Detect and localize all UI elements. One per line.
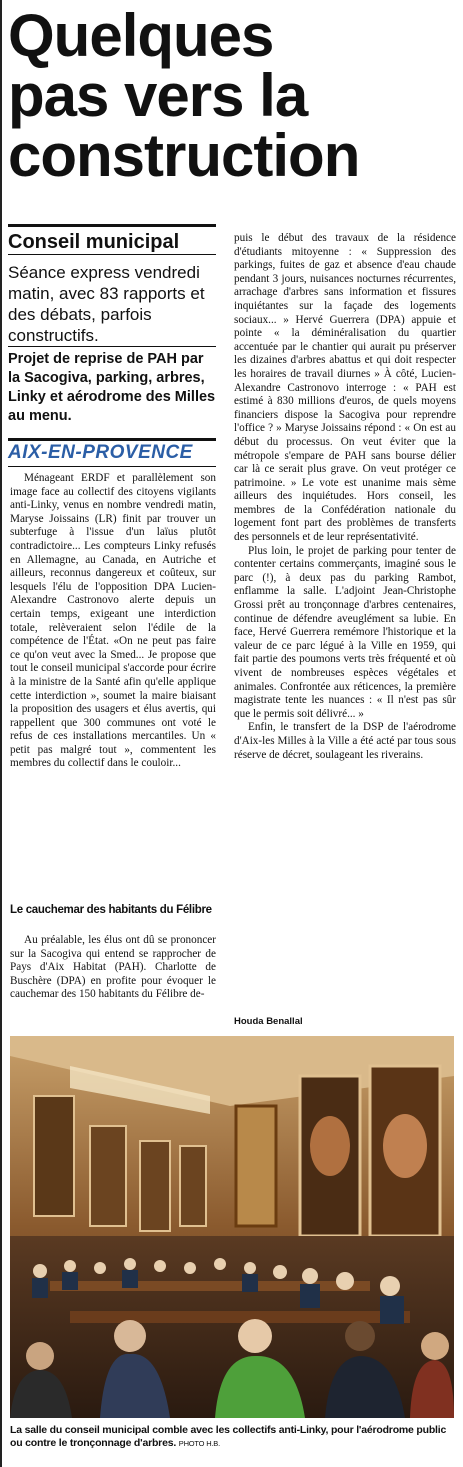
headline [8,2,458,189]
photo-credit: PHOTO H.B. [178,1439,220,1448]
headline-line: construction [8,122,360,189]
summary-box: Projet de reprise de PAH par la Sacogiva, parking, arbres, Linky et aérodrome des Milles au menu. [8,351,216,424]
paragraph: Plus loin, le projet de parking pour tenter de contenter certains commerçants, imaginé sous le parc (!), à deux pas du parking Rambot, enflamme la salle. L'adjoint Jean-Christophe Grossi prêt au tronçonnage d'arbres centenaires, continue de défendre aveuglément sa lubie. En face, Hervé Guerrera remémore l'historique et la valeur de ce parc légué à la Ville en 1959, qui fait partie des poumons verts très fréquenté et où vivent de nombreuses espèces végétales et animales. Confrontée aux réticences, la première magistrate tente les nuances : « Il n'est pas sûr que le permis soit délivré... » [234,544,456,720]
byline: Houda Benallal [234,1016,303,1027]
photo-illustration [10,1036,454,1418]
headline-line: pas vers la [8,62,308,129]
photo-caption [10,1424,456,1450]
article-column-right [234,232,456,762]
left-rule [0,0,2,1467]
lead-paragraph: Séance express vendredi matin, avec 83 rapports et des débats, parfois constructifs. [8,263,205,345]
paragraph: puis le début des travaux de la résidence d'étudiants mitoyenne : « Suppression des parkings, fuites de gaz et absence d'eau chaude pendant 3 jours, nuisances nocturnes récurrentes, arrachage d'arbres sans information et fissures inquiétantes sur la façade des logements sociaux... » Hervé Guerrera (DPA) appuie et pointe « la déminéralisation du quartier accentuée par le chantier qui aurait pu préserver les dizaines d'arbres abattus et qui doit respecter les horaires de travail diurnes » À côté, Lucien-Alexandre Castronovo interroge : « PAH est estimé à 830 millions d'euros, de quels moyens financiers dispose la Sacogiva pour reprendre l'office ? » Maryse Joissains répond : « On est au début du processus. On veut éviter que la métropole s'empare de PAH sans bourse délier car là ce serait plus grave. On veut protéger ce patrimoine. » Le vote est unanime mais sème ailleurs des inquiétudes. Hors conseil, les membres de la Confédération nationale du logement font part des problèmes de transferts des personnels et de leur représentativité. [234,232,456,544]
section-rubric: Conseil municipal [8,224,216,255]
article-column-left-bottom [10,934,216,1002]
headline-line: Quelques [8,2,274,69]
paragraph: Enfin, le transfert de la DSP de l'aérodrome d'Aix-les Milles à la Ville a été acté par tous sous réserve de décret, soulageant les riverains. [234,721,456,761]
caption-text: La salle du conseil municipal comble avec les collectifs anti-Linky, pour l'aérodrome public ou contre le tronçonnage d'arbres. [10,1424,447,1449]
dateline-city: AIX-EN-PROVENCE [8,438,216,464]
divider [8,346,216,347]
article-column-left [10,472,216,771]
divider [8,254,216,255]
council-chamber-photo [10,1036,454,1418]
paragraph: Ménageant ERDF et parallèlement son image face au collectif des citoyens vigilants anti-Linky, venus en nombre vendredi matin, Maryse Joissains (LR) finit par trouver un subterfuge à l'issue d'un laïus plutôt contradictoire... Les compteurs Linky refusés en Allemagne, au Canada, en Autriche et ailleurs, reconnus dangereux et coûteux, sur lesquels l'élu de l'opposition DPA Lucien-Alexandre Castronovo alerte depuis un certain temps, exigeant une interdiction totale, relèveraient selon l'édile de la compétence de l'État. «On ne peut pas faire ce qu'on veut avec la Smed... Je propose que tout le conseil municipal s'accorde pour écrire à la ministre de la Santé afin qu'elle applique cette interdiction », soumet la maire biaisant la proposition des usagers et élus avertis, qui rappellent que 300 communes ont voté le refus de ces installations mercantiles. Un « petit pas malgré tout », commentent les membres du collectif dans le couloir... [10,472,216,770]
divider [8,466,216,467]
paragraph: Au préalable, les élus ont dû se prononcer sur la Sacogiva qui entend se rapprocher de Pays d'Aix Habitat (PAH). Charlotte de Buschère (DPA) en profite pour évoquer le cauchemar des 150 habitants du Félibre de- [10,934,216,1001]
subheading: Le cauchemar des habitants du Félibre [10,904,212,916]
